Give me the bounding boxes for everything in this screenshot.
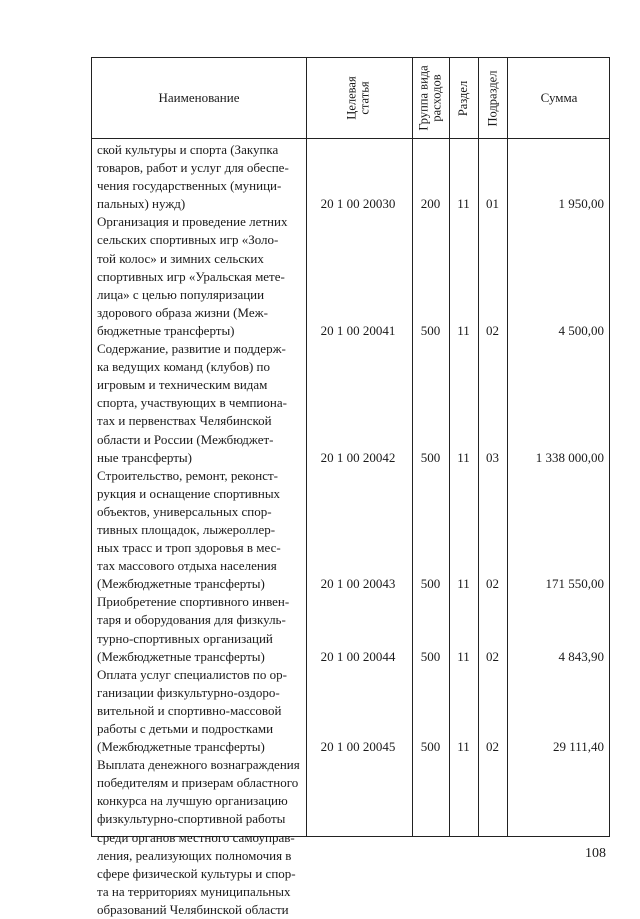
header-sum bbox=[507, 58, 611, 138]
column-divider bbox=[478, 58, 479, 836]
table-row-name bbox=[97, 340, 300, 467]
sum-cell: 171 550,00 bbox=[545, 576, 604, 592]
row-names-column bbox=[97, 141, 300, 919]
name-line: Приобретение спортивного инвен- bbox=[97, 594, 290, 610]
header-group-line2: расходов bbox=[429, 74, 444, 122]
header-target-article bbox=[306, 58, 412, 138]
target-article-cell: 20 1 00 20043 bbox=[320, 576, 396, 592]
name-line: ганизации физкультурно-оздоро- bbox=[97, 684, 280, 700]
header-section bbox=[449, 58, 478, 138]
header-sum-label: Сумма bbox=[540, 90, 578, 105]
name-line: Строительство, ремонт, реконст- bbox=[97, 467, 278, 483]
column-divider bbox=[449, 58, 450, 836]
subsection-cell: 02 bbox=[486, 739, 499, 755]
target-article-cell: 20 1 00 20042 bbox=[320, 449, 396, 465]
header-name-label: Наименование bbox=[158, 90, 240, 105]
name-line: объектов, универсальных спор- bbox=[97, 503, 272, 519]
expense-group-cell: 500 bbox=[420, 449, 441, 465]
sum-cell: 1 338 000,00 bbox=[535, 449, 604, 465]
subsection-cell: 02 bbox=[486, 323, 499, 338]
header-subsection bbox=[478, 58, 507, 138]
name-line: таря и оборудования для физкуль- bbox=[97, 612, 286, 628]
subsection-cell: 03 bbox=[486, 449, 499, 465]
subsection-cell: 01 bbox=[486, 196, 499, 212]
column-divider bbox=[412, 58, 413, 836]
name-line: игровым и техническим видам bbox=[97, 377, 268, 393]
name-line: Выплата денежного вознаграждения bbox=[97, 757, 300, 773]
name-line: сфере физической культуры и спор- bbox=[97, 865, 296, 881]
name-line: бюджетные трансферты) bbox=[97, 322, 235, 338]
section-cell: 11 bbox=[457, 739, 470, 755]
table-row-name bbox=[97, 213, 300, 340]
table-row-name bbox=[97, 756, 300, 919]
name-line: конкурса на лучшую организацию bbox=[97, 793, 288, 809]
table-row-name bbox=[97, 666, 300, 756]
name-line: победителям и призерам областного bbox=[97, 775, 299, 791]
name-line: ления, реализующих полномочия в bbox=[97, 847, 292, 863]
name-line: (Межбюджетные трансферты) bbox=[97, 739, 265, 755]
name-line: работы с детьми и подростками bbox=[97, 721, 274, 736]
name-line: Организация и проведение летних bbox=[97, 214, 288, 230]
expense-group-cell: 500 bbox=[420, 648, 441, 664]
header-subsection-label: Подраздел bbox=[485, 70, 499, 126]
header-target-article-label bbox=[346, 76, 372, 119]
section-cell: 11 bbox=[457, 323, 470, 338]
name-line: Оплата услуг специалистов по ор- bbox=[97, 666, 287, 682]
sum-cell: 1 950,00 bbox=[558, 196, 604, 212]
header-name bbox=[92, 58, 306, 138]
name-line: здорового образа жизни (Меж- bbox=[97, 304, 268, 320]
target-article-cell: 20 1 00 20044 bbox=[320, 648, 396, 664]
name-line: (Межбюджетные трансферты) bbox=[97, 576, 265, 592]
name-line: турно-спортивных организаций bbox=[97, 630, 273, 646]
table-row-name bbox=[97, 467, 300, 594]
name-line: ных трасс и троп здоровья в мес- bbox=[97, 540, 281, 556]
expense-group-cell: 500 bbox=[420, 576, 441, 592]
name-line: (Межбюджетные трансферты) bbox=[97, 648, 265, 664]
name-line: ской культуры и спорта (Закупка bbox=[97, 142, 279, 157]
header-expense-group-label bbox=[418, 65, 444, 130]
name-line: товаров, работ и услуг для обеспе- bbox=[97, 160, 289, 176]
name-line: ка ведущих команд (клубов) по bbox=[97, 359, 271, 375]
section-cell: 11 bbox=[457, 449, 470, 465]
section-cell: 11 bbox=[457, 196, 470, 212]
name-line: тах массового отдыха населения bbox=[97, 558, 277, 574]
sum-cell: 4 500,00 bbox=[558, 323, 604, 338]
name-line: пальных) нужд) bbox=[97, 196, 186, 212]
name-line: чения государственных (муници- bbox=[97, 178, 282, 194]
section-cell: 11 bbox=[457, 648, 470, 664]
sum-cell: 29 111,40 bbox=[552, 739, 604, 755]
name-line: Содержание, развитие и поддерж- bbox=[97, 341, 286, 357]
name-line: ные трансферты) bbox=[97, 449, 192, 465]
section-cell: 11 bbox=[457, 576, 470, 592]
table-row-name bbox=[97, 593, 300, 665]
page-number: 108 bbox=[585, 846, 606, 861]
expense-group-cell: 500 bbox=[420, 323, 441, 338]
subsection-cell: 02 bbox=[486, 576, 499, 592]
name-line: спортивных игр «Уральская мете- bbox=[97, 268, 285, 284]
name-line: вительной и спортивно-массовой bbox=[97, 702, 282, 718]
target-article-cell: 20 1 00 20041 bbox=[320, 323, 396, 338]
name-line: спорта, участвующих в чемпиона- bbox=[97, 395, 287, 411]
header-group-line1: Группа вида bbox=[416, 65, 431, 131]
header-section-label: Раздел bbox=[456, 80, 471, 116]
header-target-line1: Целевая bbox=[345, 76, 359, 120]
target-article-cell: 20 1 00 20045 bbox=[320, 739, 396, 755]
column-divider bbox=[507, 58, 508, 836]
name-line: лица» с целью популяризации bbox=[97, 286, 265, 302]
header-expense-group bbox=[412, 58, 449, 138]
expense-group-cell: 500 bbox=[420, 739, 441, 755]
name-line: области и России (Межбюджет- bbox=[97, 431, 274, 447]
header-target-line2: статья bbox=[358, 81, 372, 115]
expense-group-cell: 200 bbox=[420, 196, 441, 212]
target-article-cell: 20 1 00 20030 bbox=[320, 196, 396, 212]
column-divider bbox=[306, 58, 307, 836]
name-line: среди органов местного самоуправ- bbox=[97, 829, 295, 845]
name-line: сельских спортивных игр «Золо- bbox=[97, 232, 279, 248]
table-row-name bbox=[97, 141, 300, 213]
name-line: той колос» и зимних сельских bbox=[97, 250, 264, 266]
name-line: тивных площадок, лыжероллер- bbox=[97, 521, 276, 537]
subsection-cell: 02 bbox=[486, 648, 499, 664]
sum-cell: 4 843,90 bbox=[558, 648, 604, 664]
name-line: образований Челябинской области bbox=[97, 901, 289, 917]
name-line: тах и первенствах Челябинской bbox=[97, 413, 272, 429]
name-line: физкультурно-спортивной работы bbox=[97, 811, 286, 827]
name-line: та на территориях муниципальных bbox=[97, 883, 291, 899]
name-line: рукция и оснащение спортивных bbox=[97, 485, 281, 501]
header-divider bbox=[92, 138, 609, 139]
